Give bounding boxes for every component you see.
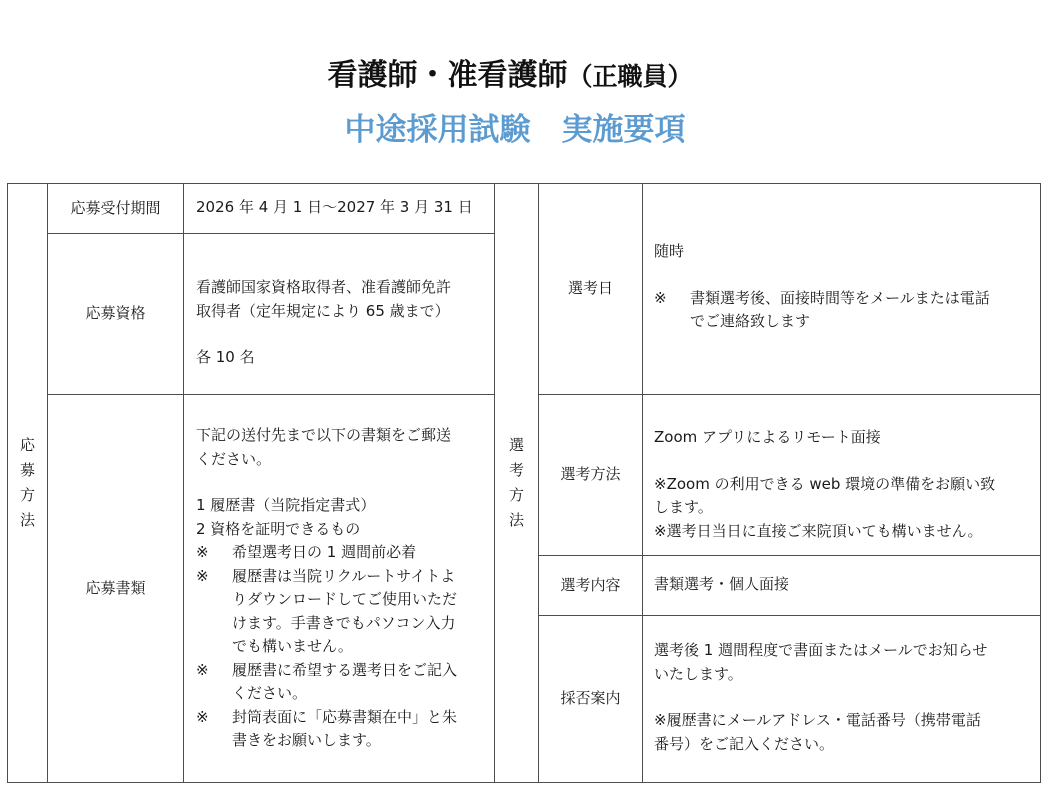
text-line: 番号）をご記入ください。 [654,734,835,753]
text-line: します。 [654,498,713,516]
text-line: 下記の送付先まで以下の書類をご郵送 [196,426,452,444]
documents-label: 応募書類 [85,578,146,597]
vertical-char: 法 [19,511,35,529]
note-line: でも構いません。 [232,637,353,655]
vertical-char: 方 [508,486,524,504]
note-line: 書きをお願いします。 [232,731,381,749]
period-label: 応募受付期間 [70,198,161,217]
note-mark: ※ [196,707,209,726]
text-line: ※履歴書にメールアドレス・電話番号（携帯電話 [654,711,981,729]
note-mark: ※ [654,288,667,307]
text-line: 看護師国家資格取得者、准看護師免許 [196,278,452,296]
note-line: 履歴書に希望する選考日をご記入 [232,660,458,679]
selection-date-value [654,240,1036,334]
document-item: 1 履歴書（当院指定書式） [196,496,376,514]
note-line: 封筒表面に「応募書類在中」と朱 [232,707,458,726]
qualification-value [196,276,492,370]
result-notice-value [654,639,1036,756]
note-item [196,541,486,565]
note-item [196,565,486,659]
page-title-paren: （正職員） [567,62,693,91]
document-item: 2 資格を証明できるもの [196,519,361,538]
selection-method-label [495,184,538,782]
vertical-char: 考 [508,461,524,479]
page-title-main: 看護師・准看護師 [327,58,568,93]
table-divider [642,183,643,783]
note-line: でご連絡致します [690,312,811,330]
note-line: ください。 [232,684,308,702]
note-line: けます。手書きでもパソコン入力 [232,613,456,632]
period-value: 2026 年 4 月 1 日～2027 年 3 月 31 日 [196,198,473,216]
note-line: 履歴書は当院リクルートサイトよ [232,566,456,585]
selection-content-value: 書類選考・個人面接 [654,575,790,593]
result-notice-label: 採否案内 [560,689,621,708]
table-divider [183,183,184,783]
text-line: 取得者（定年規定により 65 歳まで） [196,301,450,320]
vertical-char: 募 [19,461,35,479]
text-line: 選考後 1 週間程度で書面またはメールでお知らせ [654,641,988,659]
documents-value [196,424,486,753]
recruit-count: 各 10 名 [196,348,255,366]
vertical-char: 方 [19,486,35,504]
text-line: ※選考日当日に直接ご来院頂いても構いません。 [654,521,983,540]
vertical-char: 法 [508,511,524,529]
note-item [196,659,486,706]
text-line: Zoom アプリによるリモート面接 [654,428,881,446]
text-line: いたします。 [654,664,743,683]
note-mark: ※ [196,543,209,561]
note-line: 希望選考日の 1 週間前必着 [232,543,417,561]
qualification-label: 応募資格 [85,304,146,323]
note-item [654,287,1036,334]
selection-content-label: 選考内容 [560,575,621,594]
text-line: ください。 [196,449,272,468]
note-line: りダウンロードしてご使用いただ [232,590,458,608]
note-line: 書類選考後、面接時間等をメールまたは電話 [690,288,990,307]
selection-method-value [654,426,1036,543]
text-line: ※Zoom の利用できる web 環境の準備をお願い致 [654,474,996,493]
selection-method-cell-label: 選考方法 [560,465,621,484]
note-item [196,706,486,753]
application-method-label [8,184,47,782]
vertical-char: 応 [19,436,35,454]
table-border-bottom [7,782,1041,783]
vertical-char: 選 [508,436,524,454]
table-border-right [1040,183,1041,783]
page-subtitle: 中途採用試験 実施要項 [344,112,686,148]
selection-date-label: 選考日 [567,279,613,298]
text-line: 随時 [654,242,685,260]
note-mark: ※ [196,660,209,679]
note-mark: ※ [196,566,209,585]
